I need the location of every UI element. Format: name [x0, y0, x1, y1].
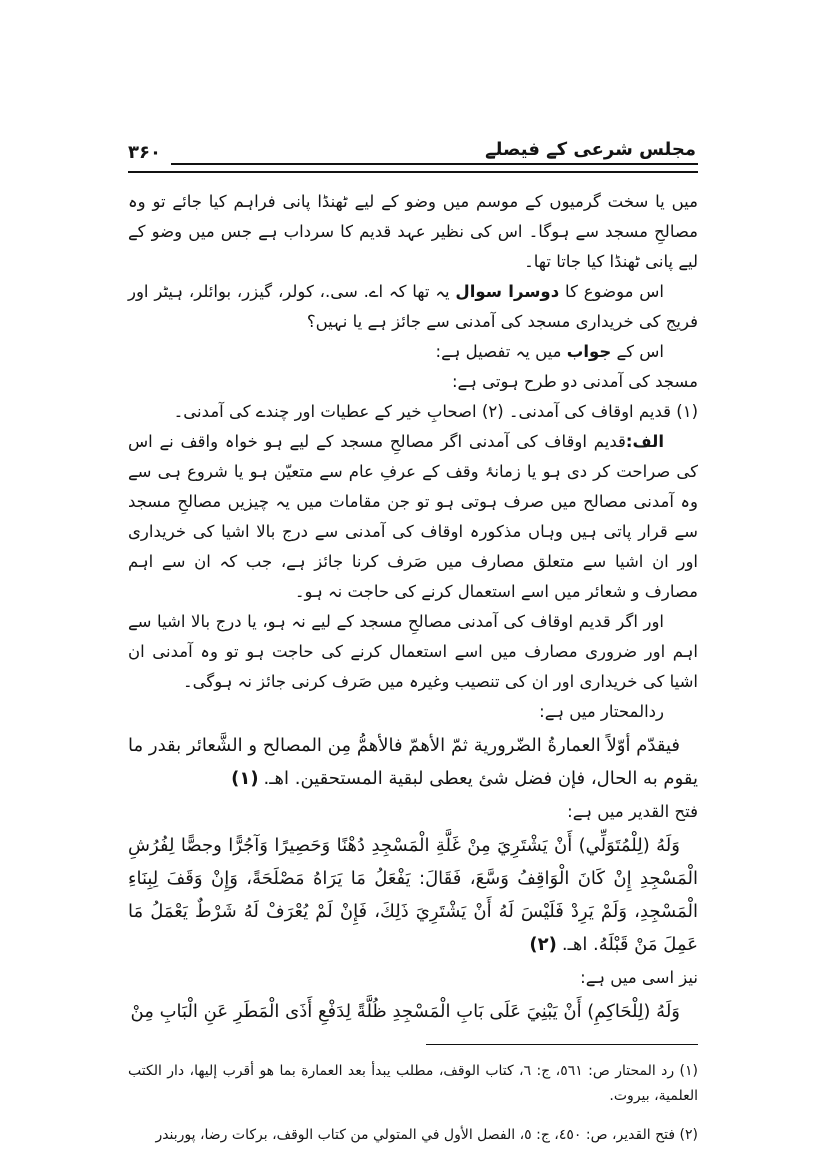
source1-intro: ردالمحتار میں ہے:	[539, 701, 664, 721]
header-rule-bottom	[128, 171, 698, 173]
answer-prefix: اس کے	[611, 341, 664, 361]
quote2-text: وَلَهُ (لِلْمُتَوَلِّي) أَنْ يَشْتَرِيَ مِنْ غَلَّةِ الْمَسْجِدِ دُهْنًا وَحَصِيرًا وَآجُرًّا وجصًّا لِفُرُشِ الْمَسْجِدِ إِنْ كَانَ الْوَاقِفُ وَسَّعَ، فَقَالَ: يَفْعَلُ مَا يَرَاهُ مَصْلَحَةً، وَإِنْ وَقَفَ لِبِنَاءِ الْمَسْجِدِ، وَلَمْ يَرِدْ فَلَيْسَ لَهُ أَنْ يَشْتَرِيَ ذَلِكَ، فَإِنْ لَمْ يُعْرَفْ لَهُ شَرْطٌ يَعْمَلُ مَا عَمِلَ مَنْ قَبْلَهُ. اهـ.	[128, 834, 698, 955]
alif-paragraph	[128, 427, 698, 607]
footnote-1: (١) رد المحتار ص: ٥٦١، ج: ٦، كتاب الوقف، مطلب يبدأ بعد العمارة بما هو أقرب إليها، دار الكتب العلمية، بيروت.	[128, 1062, 698, 1104]
header-title: مجلس شرعی کے فیصلے	[485, 139, 696, 160]
page-header	[128, 140, 698, 165]
arabic-quote-1	[128, 729, 698, 795]
page-number: ۳۶۰	[128, 141, 161, 163]
alif-rest: قدیم اوقاف کی آمدنی اگر مصالحِ مسجد کے لیے ہو خواہ واقف نے اس کی صراحت کر دی ہو یا زمانۂ وقف کے عرفِ عام سے متعیّن ہو یا شروع ہی سے وہ آمدنی مصالح میں صرف ہوتی ہو تو جن مقامات میں یہ چیزیں مصالحِ مسجد سے قرار پاتی ہیں وہاں مذکورہ اوقاف کی آمدنی سے درج بالا اشیا کی خریداری اور ان اشیا سے متعلق مصارف میں صَرف کرنا جائز ہے، جب کہ ان سے اہم مصارف و شعائر میں اسے استعمال کرنے کی حاجت نہ ہو۔	[128, 431, 698, 601]
footnote-2: (٢) فتح القدير، ص: ٤٥٠، ج: ٥، الفصل الأول في المتولي من كتاب الوقف، بركات رضا، پوربندر	[155, 1126, 698, 1143]
header-rule-top	[171, 140, 698, 165]
paragraph-continuation: میں یا سخت گرمیوں کے موسم میں وضو کے لیے ٹھنڈا پانی فراہم کیا جائے تو وہ مصالحِ مسجد سے ہوگا۔ اس کی نظیر عہد قدیم کا سرداب ہے جس میں وضو کے لیے پانی ٹھنڈا کیا جاتا تھا۔	[128, 191, 698, 271]
question-bold-label: دوسرا سوال	[455, 281, 560, 301]
body-text	[128, 187, 698, 1028]
page-content	[128, 140, 698, 1162]
source2-intro: فتح القدیر میں ہے:	[567, 801, 698, 821]
income-types-list: (۱) قدیم اوقاف کی آمدنی۔ (۲) اصحابِ خیر کے عطیات اور چندے کی آمدنی۔	[173, 401, 698, 421]
arabic-quote-3: وَلَهُ (لِلْحَاكِمِ) أَنْ يَبْنِيَ عَلَى بَابِ الْمَسْجِدِ ظُلَّةً لِدَفْعِ أَذَى الْمَطَرِ عَنِ الْبَابِ مِنْ	[130, 1000, 680, 1022]
income-types-intro: مسجد کی آمدنی دو طرح ہوتی ہے:	[451, 371, 698, 391]
quote2-footnote-marker: (٢)	[529, 933, 557, 955]
answer-rest: میں یہ تفصیل ہے:	[435, 341, 567, 361]
question-rest: یہ تھا کہ اے. سی.، کولر، گیزر، بوائلر، ہیٹر اور فریج کی خریداری مسجد کی آمدنی سے جائز ہے یا نہیں؟	[128, 281, 698, 331]
source3-intro: نیز اسی میں ہے:	[580, 967, 698, 987]
restriction-paragraph: اور اگر قدیم اوقاف کی آمدنی مصالحِ مسجد کے لیے نہ ہو، یا درج بالا اشیا سے اہم اور ضروری مصارف میں اسے استعمال کرنے کی حاجت ہو تو وہ آمدنی ان اشیا کی خریداری اور ان کی تنصیب وغیرہ میں صَرف کرنی جائز نہ ہوگی۔	[128, 611, 698, 691]
quote1-text: فيقدّم أوّلاً العمارةُ الضّرورية ثمّ الأهمّ فالأهمُّ مِن المصالح و الشَّعائر بقدر ما يقوم به الحال، فإن فضل شئ يعطى لبقية المستحقين. اهـ.	[128, 734, 698, 789]
footnotes-section	[128, 1059, 698, 1148]
alif-bold-label: الف:	[625, 431, 664, 451]
answer-intro-paragraph	[128, 337, 698, 367]
question-paragraph	[128, 277, 698, 337]
answer-bold-label: جواب	[566, 341, 612, 361]
question-prefix: اس موضوع کا	[559, 281, 664, 301]
arabic-quote-2	[128, 829, 698, 961]
quote1-footnote-marker: (١)	[231, 767, 259, 789]
footnote-separator	[426, 1044, 698, 1045]
